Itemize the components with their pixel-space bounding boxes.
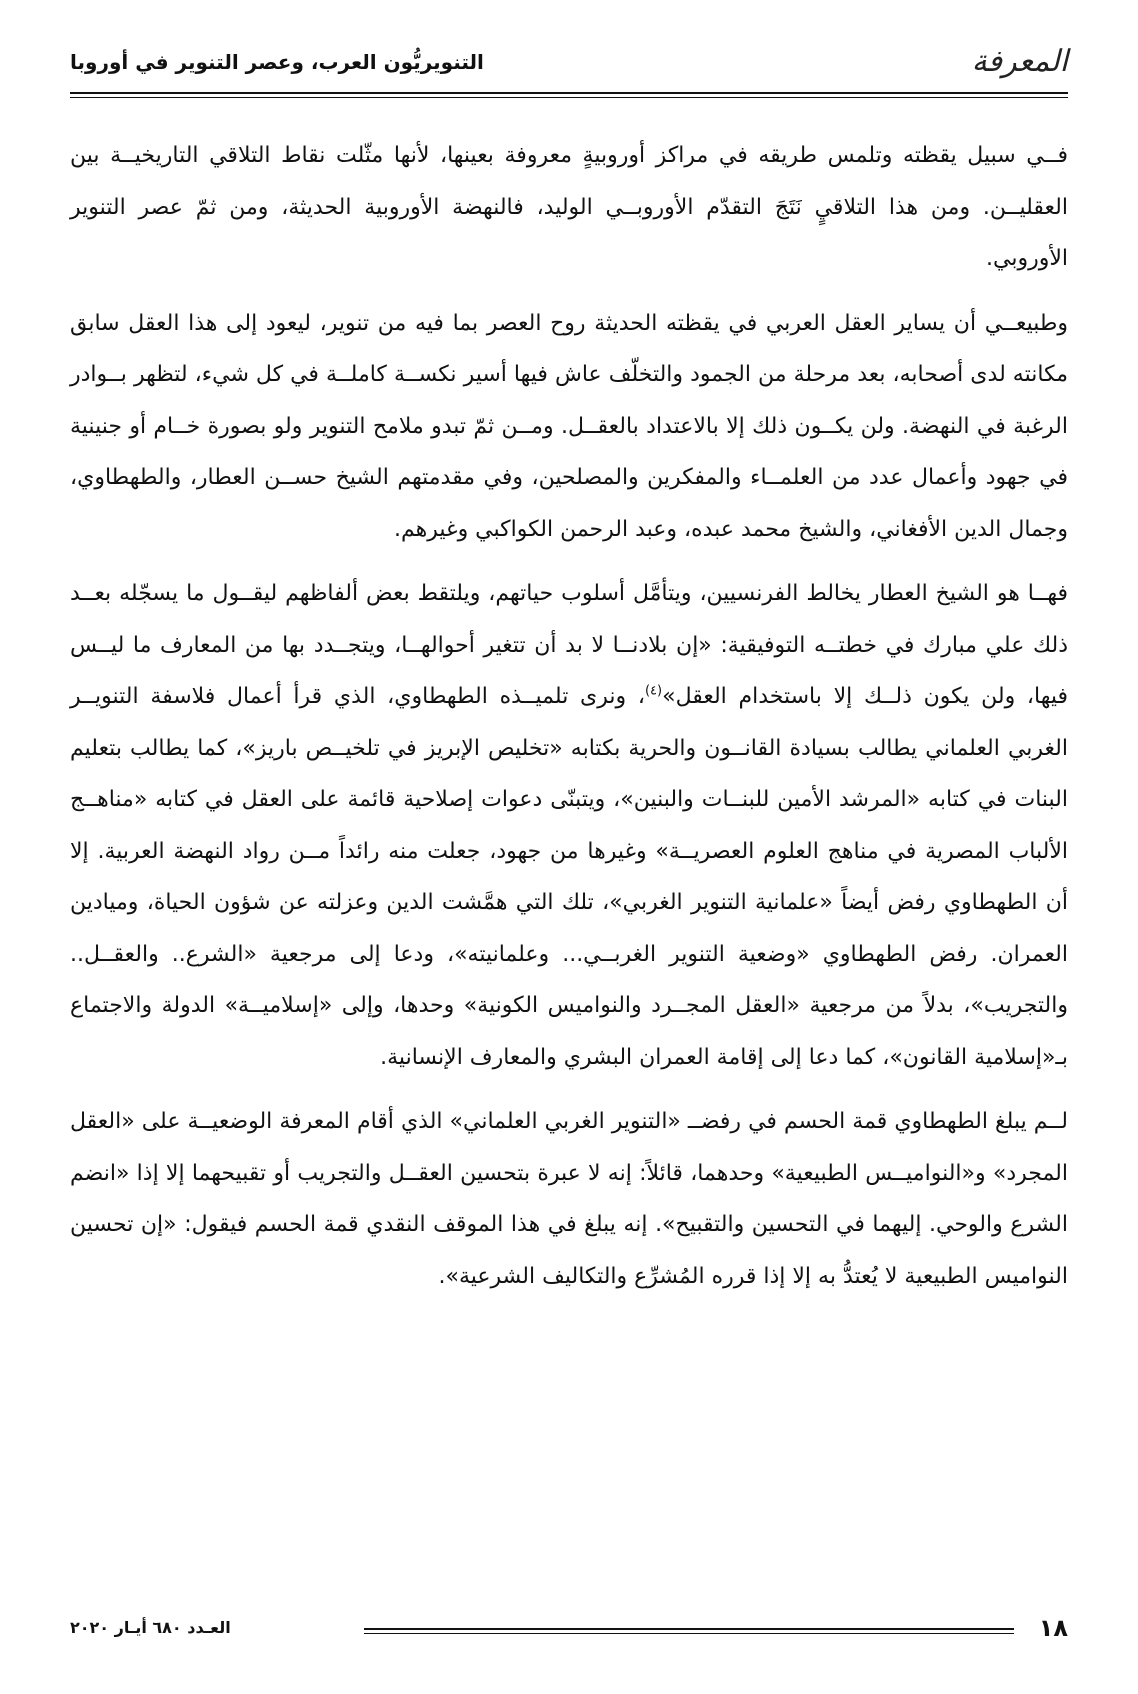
paragraph-1: فــي سبيل يقظته وتلمس طريقه في مراكز أوروبيةٍ معروفة بعينها، لأنها مثّلت نقاط التلاقي التاريخيــة بين العقليــن. ومن هذا التلاقيٍ نَتَجَ التقدّم الأوروبــي الوليد، فالنهضة الأوروبية الحديثة، ومن ثمّ عصر التنوير الأوروبي. [70, 143, 1068, 271]
footnote-reference[interactable]: (٤) [644, 683, 663, 699]
running-title: التنويريُّون العرب، وعصر التنوير في أوروبا [70, 50, 484, 74]
header-divider [70, 92, 1068, 98]
footnote-suffix: ، [637, 684, 645, 709]
paragraph-4: لــم يبلغ الطهطاوي قمة الحسم في رفضــ «التنوير الغربي العلماني» الذي أقام المعرفة الوضعيــة على «العقل المجرد» و«النواميــس الطبيعية» وحدهما، قائلاً: إنه لا عبرة بتحسين العقــل والتجريب أو تقبيحهما إلا إذا «انضم الشرع والوحي. إليهما في التحسين والتقبيح». إنه يبلغ في هذا الموقف النقدي قمة الحسم فيقول: «إن تحسين النواميس الطبيعية لا يُعتدُّ به إلا إذا قرره المُشرِّع والتكاليف الشرعية». [70, 1109, 1068, 1289]
paragraph-2: وطبيعــي أن يساير العقل العربي في يقظته الحديثة روح العصر بما فيه من تنوير، ليعود إلى هذا العقل سابق مكانته لدى أصحابه، بعد مرحلة من الجمود والتخلّف عاش فيها أسير نكســة كاملــة في كل شيء، لتظهر بــوادر الرغبة في النهضة. ولن يكــون ذلك إلا بالاعتداد بالعقــل. ومــن ثمّ تبدو ملامح التنوير ولو بصورة خــام أو جنينية في جهود وأعمال عدد من العلمــاء والمفكرين والمصلحين، وفي مقدمتهم الشيخ حســن العطار، والطهطاوي، وجمال الدين الأفغاني، والشيخ محمد عبده، وعبد الرحمن الكواكبي وغيرهم. [70, 310, 1068, 542]
paragraph-3 [70, 568, 1068, 1083]
paragraph-3-continuation: ونرى تلميــذه الطهطاوي، الذي قرأ أعمال فلاسفة التنويــر الغربي العلماني يطالب بسيادة القانــون والحرية بكتابه «تخليص الإبريز في تلخيــص باريز»، كما يطالب بتعليم البنات في كتابه «المرشد الأمين للبنــات والبنين»، ويتبنّى دعوات إصلاحية قائمة على العقل في كتابه «مناهــج الألباب المصرية في مناهج العلوم العصريــة» وغيرها من جهود، جعلت منه رائداً مــن رواد النهضة العربية. إلا أن الطهطاوي رفض أيضاً «علمانية التنوير الغربي»، تلك التي همَّشت الدين وعزلته عن شؤون الحياة، وميادين العمران. رفض الطهطاوي «وضعية التنوير الغربــي... وعلمانيته»، ودعا إلى مرجعية «الشرع.. والعقــل.. والتجريب»، بدلاً من مرجعية «العقل المجــرد والنواميس الكونية» وحدها، وإلى «إسلاميــة» الدولة والاجتماع بـ«إسلامية القانون»، كما دعا إلى إقامة العمران البشري والمعارف الإنسانية. [70, 684, 1068, 1070]
page-header [70, 40, 1068, 90]
paragraph-3-text: فهــا هو الشيخ العطار يخالط الفرنسيين، ويتأمَّل أسلوب حياتهم، ويلتقط بعض ألفاظهم ليقــول ما يسجّله بعــد ذلك علي مبارك في خطتــه التوفيقية: «إن بلادنــا لا بد أن تتغير أحوالهــا، ويتجــدد بها من المعارف ما ليــس فيها، ولن يكون ذلــك إلا باستخدام العقل» [70, 581, 1069, 709]
footer-divider [364, 1628, 1014, 1634]
issue-info: العـدد ٦٨٠ أيـار ٢٠٢٠ [70, 1618, 231, 1637]
page-footer [70, 1612, 1068, 1652]
magazine-logo: المعرفة [971, 44, 1068, 79]
article-body [70, 130, 1068, 1302]
page-number: ١٨ [1038, 1614, 1068, 1642]
